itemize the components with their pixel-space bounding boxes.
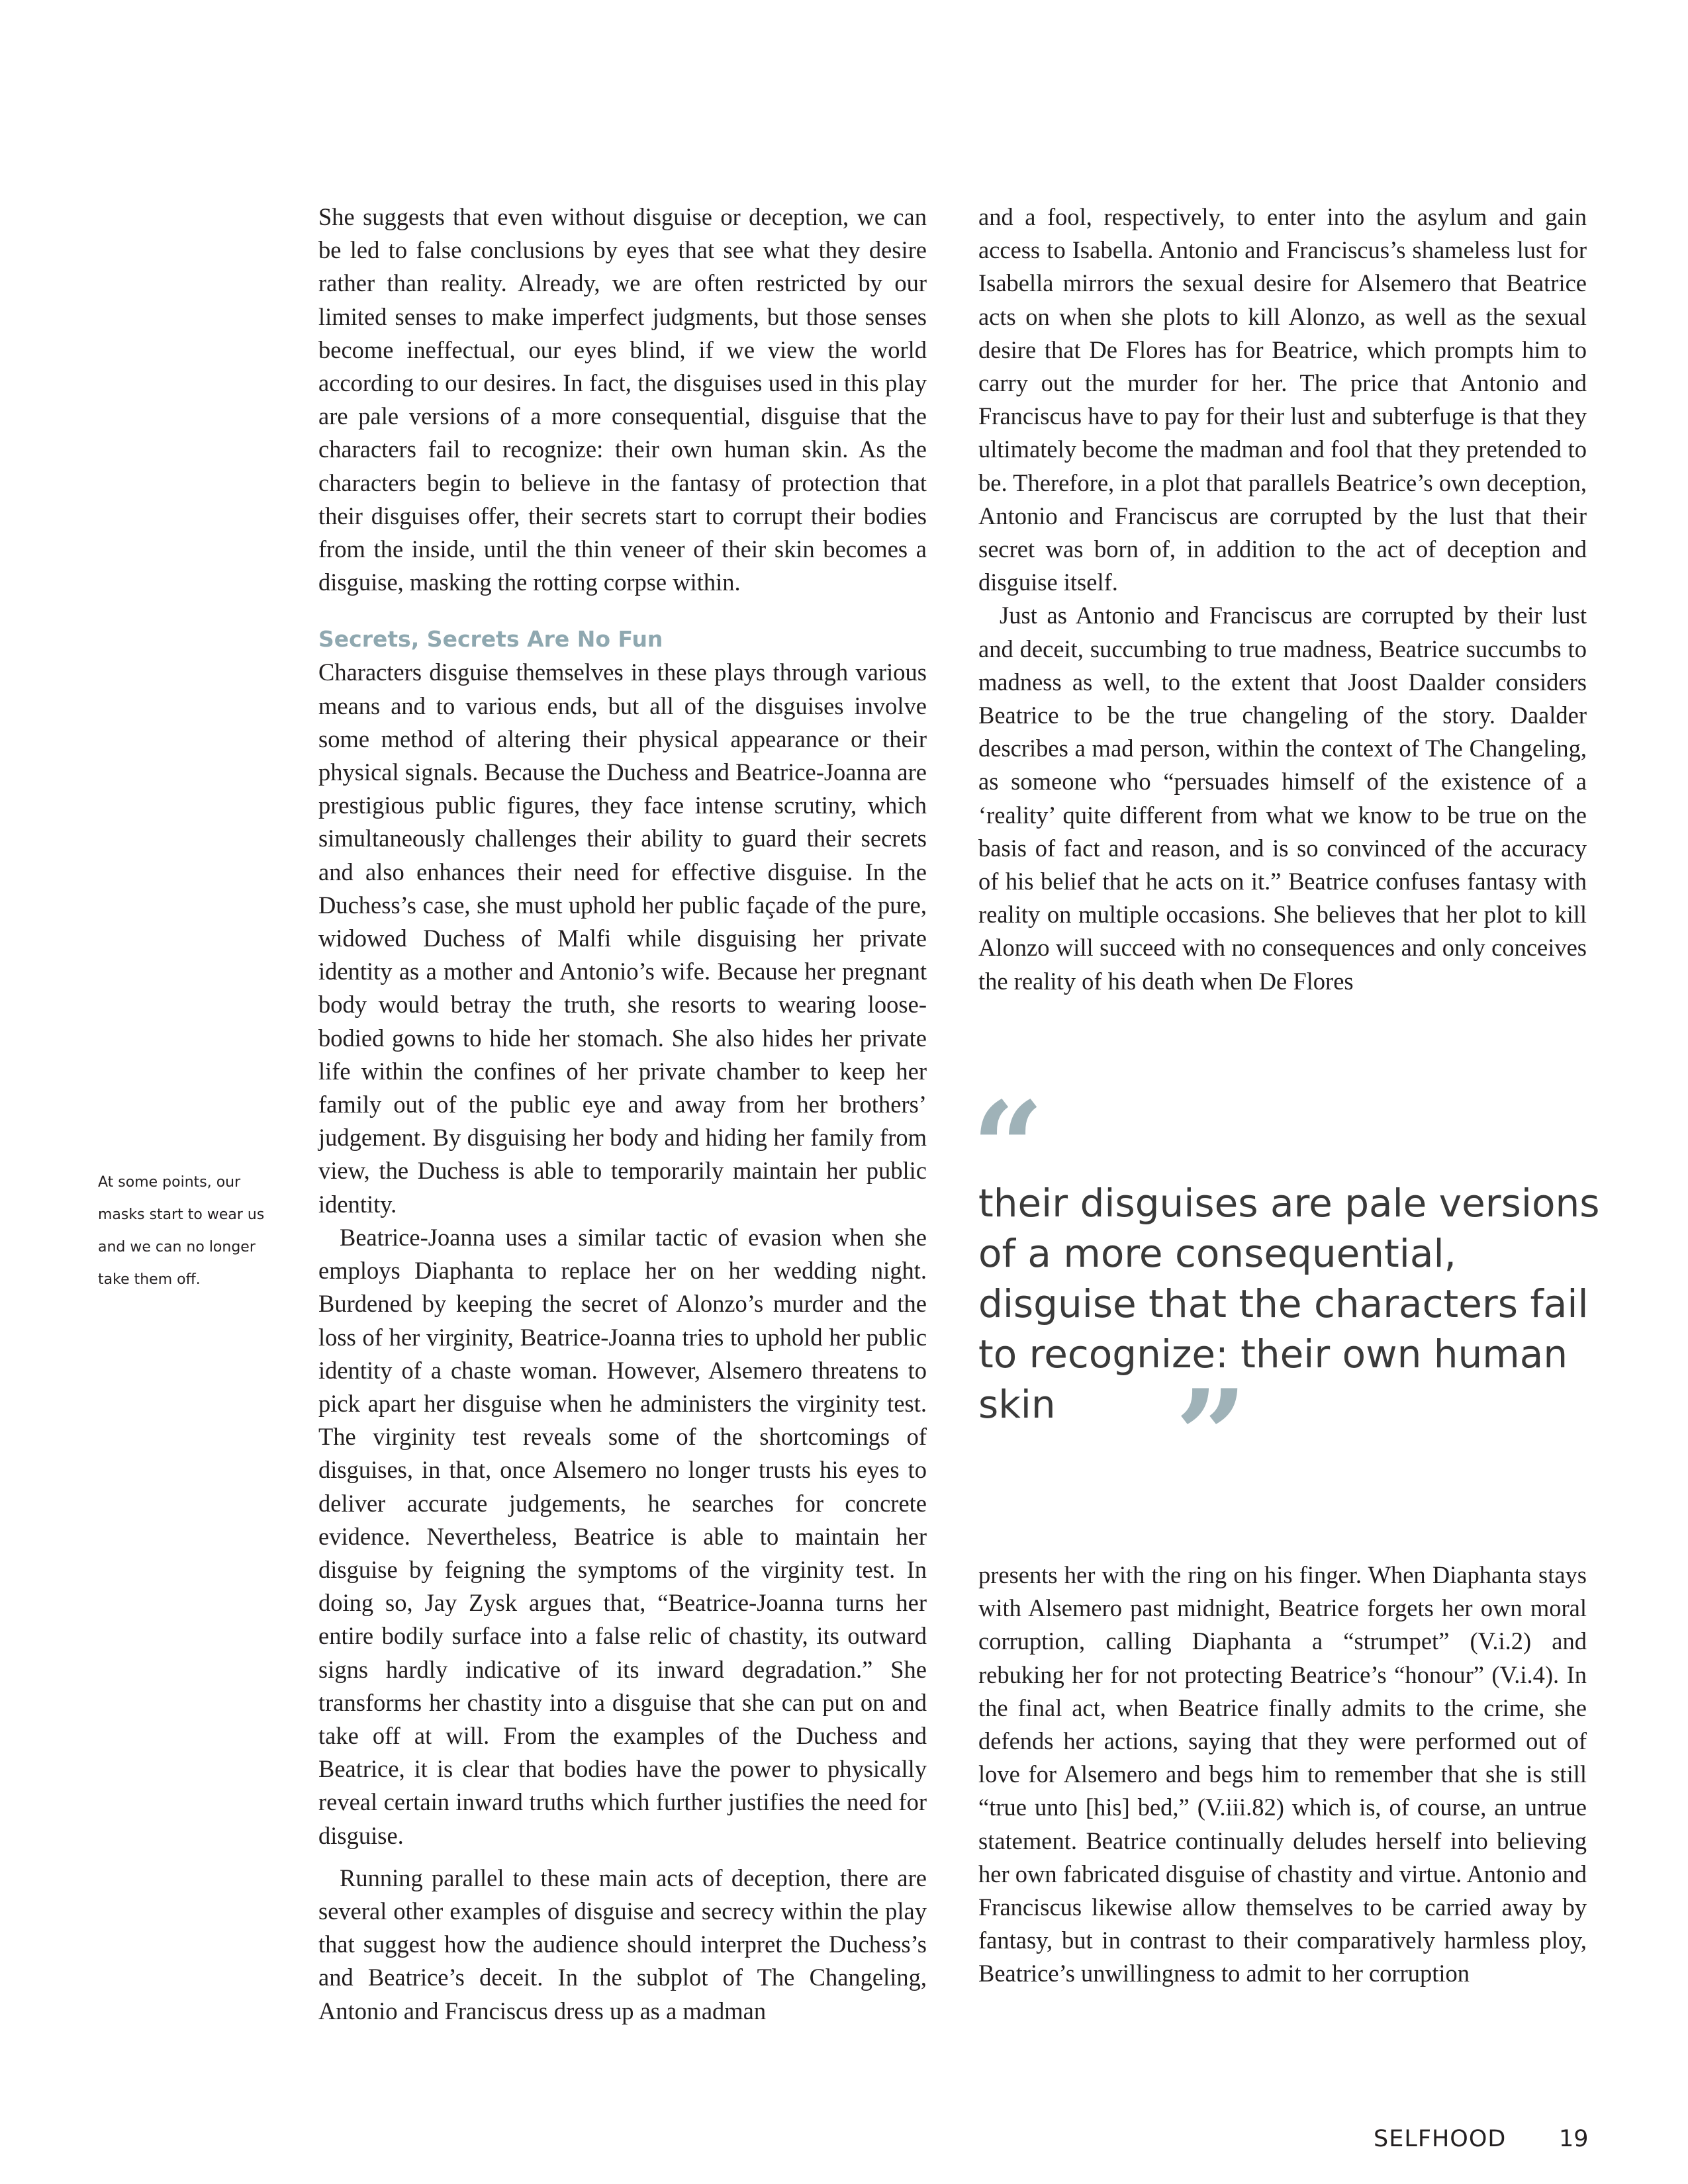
pull-quote: their disguises are pale versions of a more consequential, disguise that the characters fail to recognize: their own human skin — [978, 1181, 1600, 1427]
left-text-column — [318, 201, 927, 2028]
body-paragraph: She suggests that even without disguise or deception, we can be led to false conclusions by eyes that see what they desire rather than reality. Already, we are often restricted by our limited senses to make imperfect judgments, but those senses become ineffectual, our eyes blind, if we view the world according to our desires. In fact, the disguises used in this play are pale versions of a more consequential, disguise that the characters fail to recognize: their own human skin. As the characters begin to believe in the fantasy of protection that their disguises offer, their secrets start to corrupt their bodies from the inside, until the thin veneer of their skin becomes a disguise, masking the rotting corpse within. — [318, 203, 927, 596]
body-paragraph: Just as Antonio and Franciscus are corrupted by their lust and deceit, succumbing to true madness, Beatrice succumbs to madness as well, to the extent that Joost Daalder considers Beatrice to be the true changeling of the story. Daalder describes a mad person, within the context of The Changeling, as someone who “persuades himself of the existence of a ‘reality’ quite different from what we know to be true on the basis of fact and reason, and is so convinced of the accuracy of his belief that he acts on it.” Beatrice confuses fantasy with reality on multiple occasions. She believes that her plot to kill Alonzo will succeed with no consequences and only conceives the reality of his death when De Flores — [978, 602, 1587, 995]
right-text-column-top — [978, 201, 1587, 998]
body-paragraph: Characters disguise themselves in these plays through various means and to various ends, but all of the disguises involve some method of altering their physical appearance or their physical signals. Because the Duchess and Beatrice-Joanna are prestigious public figures, they face intense scrutiny, which simultaneously challenges their ability to guard their secrets and also enhances their need for effective disguise. In the Duchess’s case, she must uphold her public façade of the pure, widowed Duchess of Malfi while disguising her private identity as a mother and Antonio’s wife. Because her pregnant body would betray the truth, she resorts to wearing loose-bodied gowns to hide her stomach. She also hides her private life within the confines of her private chamber to keep her family out of the public eye and away from her brothers’ judgement. By disguising her body and hiding her family from view, the Duchess is able to temporarily maintain her public identity. — [318, 659, 927, 1218]
close-quote-icon: ” — [1175, 1362, 1248, 1510]
section-heading: Secrets, Secrets Are No Fun — [318, 626, 663, 653]
body-paragraph: and a fool, respectively, to enter into the asylum and gain access to Isabella. Antonio and Franciscus’s shameless lust for Isabella mirrors the sexual desire for Alsemero that Beatrice acts on when she plots to kill Alonzo, as well as the sexual desire that De Flores has for Beatrice, which prompts him to carry out the murder for her. The price that Antonio and Franciscus have to pay for their lust and subterfuge is that they ultimately become the madman and fool that they pretended to be. Therefore, in a plot that parallels Beatrice’s own deception, Antonio and Franciscus are corrupted by the lust that their secret was born of, in addition to the act of deception and disguise itself. — [978, 203, 1587, 596]
margin-sidenote: At some points, our masks start to wear us and we can no longer take them off. — [98, 1174, 265, 1288]
page-number: 19 — [1559, 2126, 1589, 2152]
right-text-column-bottom — [978, 1559, 1587, 1991]
open-quote-icon: “ — [972, 1074, 1045, 1222]
footer-section-title: SELFHOOD — [1374, 2126, 1507, 2152]
body-paragraph: presents her with the ring on his finger. When Diaphanta stays with Alsemero past midnight, Beatrice forgets her own moral corruption, calling Diaphanta a “strumpet” (V.i.2) and rebuking her for not protecting Beatrice’s “honour” (V.i.4). In the final act, when Beatrice finally admits to the crime, she defends her actions, saying that they were performed out of love for Alsemero and begs him to remember that she is still “true unto [his] bed,” (V.iii.82) which is, of course, an untrue statement. Beatrice continually deludes herself into believing her own fabricated disguise of chastity and virtue. Antonio and Franciscus likewise allow themselves to be carried away by fantasy, but in contrast to their comparatively harmless ploy, Beatrice’s unwillingness to admit to her corruption — [978, 1561, 1587, 1987]
body-paragraph: Running parallel to these main acts of deception, there are several other examples of disguise and secrecy within the play that suggest how the audience should interpret the Duchess’s and Beatrice’s deceit. In the subplot of The Changeling, Antonio and Franciscus dress up as a madman — [318, 1864, 927, 2025]
body-paragraph: Beatrice-Joanna uses a similar tactic of evasion when she employs Diaphanta to replace her on her wedding night. Burdened by keeping the secret of Alonzo’s murder and the loss of her virginity, Beatrice-Joanna tries to uphold her public identity of a chaste woman. However, Alsemero threatens to pick apart her disguise when he administers the virginity test. The virginity test reveals some of the shortcomings of disguises, in that, once Alsemero no longer trusts his eyes to deliver accurate judgements, he searches for concrete evidence. Nevertheless, Beatrice is able to maintain her disguise by feigning the symptoms of the virginity test. In doing so, Jay Zysk argues that, “Beatrice-Joanna turns her entire bodily surface into a false relic of chastity, its outward signs hardly indicative of its inward degradation.” She transforms her chastity into a disguise that she can put on and take off at will. From the examples of the Duchess and Beatrice, it is clear that bodies have the power to physically reveal certain inward truths which further justifies the need for disguise. — [318, 1223, 927, 1849]
